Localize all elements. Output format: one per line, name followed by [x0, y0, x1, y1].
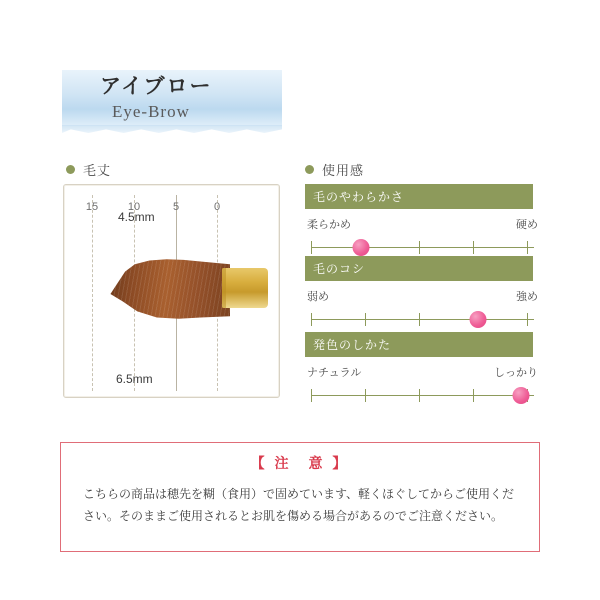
scale-line — [311, 395, 534, 396]
feel-scale-right-label: 強め — [516, 291, 538, 303]
caution-body-text: こちらの商品は穂先を糊（食用）で固めています、軽くほぐしてからご使用ください。そのままご使用されるとお肌を傷める場合があるのでご注意ください。 — [83, 487, 515, 524]
ruler-tick-label: 0 — [213, 201, 221, 213]
scale-tick — [419, 241, 420, 254]
feel-scale-color-payoff-title: 発色のしかた — [305, 332, 533, 357]
feel-scale-stiffness-labels — [305, 288, 540, 306]
bullet-dot-icon — [305, 165, 314, 174]
feel-scale-left-label: 弱め — [307, 291, 329, 303]
scale-tick — [419, 313, 420, 326]
ruler-tick-label: 15 — [85, 201, 99, 213]
product-title-block — [62, 62, 282, 134]
feel-scale-stiffness-title: 毛のコシ — [305, 256, 533, 281]
ruler-tick-label: 10 — [127, 201, 141, 213]
feel-scale-softness-title: 毛のやわらかさ — [305, 184, 533, 209]
feel-scale-color-payoff-knob — [513, 387, 530, 404]
feel-scale-softness — [305, 184, 540, 258]
feel-scale-color-payoff-labels — [305, 364, 540, 382]
ruler-tick-label: 5 — [172, 201, 180, 213]
scale-tick — [311, 241, 312, 254]
ruler-gridline — [92, 195, 93, 391]
scale-tick — [527, 313, 528, 326]
section-header-usability — [305, 160, 364, 179]
feel-scale-color-payoff-track — [305, 384, 540, 406]
feel-scale-left-label: ナチュラル — [307, 367, 362, 379]
scale-line — [311, 319, 534, 320]
section-header-usability-label: 使用感 — [322, 163, 365, 178]
scale-tick — [311, 389, 312, 402]
feel-scale-left-label: 柔らかめ — [307, 219, 351, 231]
feel-scale-right-label: しっかり — [494, 367, 538, 379]
feel-scale-stiffness-knob — [470, 311, 487, 328]
scale-tick — [419, 389, 420, 402]
scale-tick — [365, 313, 366, 326]
measurement-label-bottom: 6.5mm — [116, 372, 153, 386]
brush-illustration — [108, 250, 268, 328]
feel-scale-stiffness-track — [305, 308, 540, 330]
section-header-hair-length — [66, 160, 111, 179]
feel-scale-softness-labels — [305, 216, 540, 234]
scale-tick — [311, 313, 312, 326]
scale-tick — [473, 241, 474, 254]
feel-scale-softness-knob — [353, 239, 370, 256]
product-title-jp: アイブロー — [100, 75, 213, 98]
feel-scale-right-label: 硬め — [516, 219, 538, 231]
scale-line — [311, 247, 534, 248]
feel-scale-stiffness — [305, 256, 540, 330]
brush-hair-shape — [108, 258, 230, 320]
scale-tick — [365, 389, 366, 402]
section-header-hair-length-label: 毛丈 — [83, 163, 112, 178]
brush-ferrule-shape — [222, 268, 268, 308]
caution-title: 【 注 意 】 — [250, 455, 350, 471]
feel-scale-color-payoff — [305, 332, 540, 406]
scale-tick — [527, 241, 528, 254]
measurement-label-top: 4.5mm — [118, 210, 155, 224]
scale-tick — [473, 389, 474, 402]
bullet-dot-icon — [66, 165, 75, 174]
product-title-en: Eye-Brow — [112, 102, 190, 121]
caution-box — [60, 442, 540, 552]
feel-scale-softness-track — [305, 236, 540, 258]
